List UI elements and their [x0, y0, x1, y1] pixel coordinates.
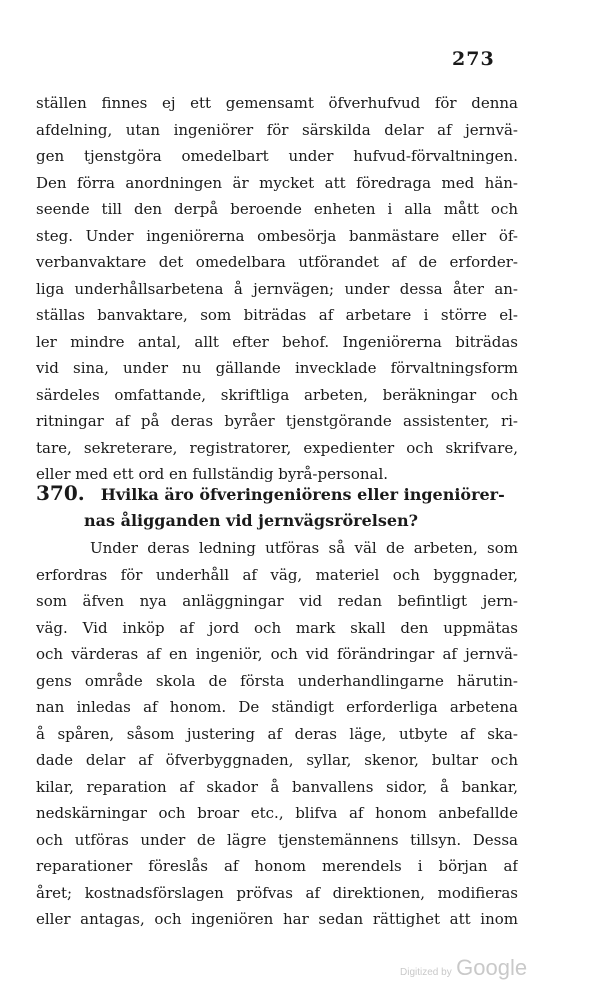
- text-line: ler mindre antal, allt efter behof. Ingeniörerna biträdas: [36, 332, 518, 351]
- page-number: 273: [452, 48, 495, 70]
- text-line: liga underhållsarbetena å jernvägen; under dessa åter an-: [36, 279, 518, 298]
- text-line: ställen finnes ej ett gemensamt öfverhufvud för denna: [36, 94, 518, 112]
- text-line: som äfven nya anläggningar vid redan befintligt jern-: [36, 592, 518, 610]
- paragraph-2: [36, 535, 518, 933]
- text-line: tare, sekreterare, registratorer, expedienter och skrifvare,: [36, 438, 518, 457]
- text-line: erfordras för underhåll af väg, materiel och byggnader,: [36, 565, 518, 584]
- paragraph-1: [36, 90, 518, 488]
- digitized-watermark: [400, 955, 527, 981]
- text-line: ritningar af på deras byråer tjenstgörande assistenter, ri-: [36, 412, 518, 430]
- text-line: och värderas af en ingeniör, och vid förändringar af jernvä-: [36, 645, 518, 663]
- text-line: gen tjenstgöra omedelbart under hufvud-förvaltningen.: [36, 147, 518, 165]
- watermark-brand: Google: [456, 955, 528, 980]
- text-line: och utföras under de lägre tjenstemännens tillsyn. Dessa: [36, 830, 518, 849]
- text-line: reparationer föreslås af honom merendels i början af: [36, 857, 518, 875]
- section-title-line-2: nas åligganden vid jernvägsrörelsen?: [84, 511, 419, 530]
- text-line: väg. Vid inköp af jord och mark skall den uppmätas: [36, 618, 518, 637]
- text-line: vid sina, under nu gällande invecklade förvaltningsform: [36, 359, 518, 377]
- section-heading: [36, 480, 518, 534]
- watermark-prefix: Digitized by: [400, 967, 452, 978]
- text-line: Under deras ledning utföras så väl de arbeten, som: [90, 539, 518, 557]
- text-line: eller med ett ord en fullständig byrå-personal.: [36, 465, 389, 483]
- text-line: seende till den derpå beroende enheten i alla mått och: [36, 200, 518, 218]
- text-line: dade delar af öfverbyggnaden, syllar, skenor, bultar och: [36, 751, 518, 769]
- text-line: eller antagas, och ingeniören har sedan rättighet att inom: [36, 910, 518, 928]
- text-line: särdeles omfattande, skriftliga arbeten, beräkningar och: [36, 385, 518, 404]
- text-line: nan inledas af honom. De ständigt erforderliga arbetena: [36, 698, 518, 716]
- text-line: Den förra anordningen är mycket att föredraga med hän-: [36, 173, 518, 192]
- text-line: året; kostnadsförslagen pröfvas af direktionen, modifieras: [36, 883, 518, 902]
- text-line: kilar, reparation af skador å banvallens sidor, å bankar,: [36, 777, 518, 796]
- text-line: gens område skola de första underhandlingarne härutin-: [36, 671, 518, 690]
- section-title-line-1: Hvilka äro öfveringeniörens eller ingeniörer-: [100, 485, 505, 504]
- text-line: verbanvaktare det omedelbara utförandet af de erforder-: [36, 253, 518, 271]
- text-line: ställas banvaktare, som biträdas af arbetare i större el-: [36, 306, 518, 324]
- text-line: nedskärningar och broar etc., blifva af honom anbefallde: [36, 804, 518, 822]
- text-line: steg. Under ingeniörerna ombesörja banmästare eller öf-: [36, 226, 518, 245]
- text-line: afdelning, utan ingeniörer för särskilda delar af jernvä-: [36, 120, 518, 139]
- section-number: 370.: [36, 481, 85, 505]
- text-line: å spåren, såsom justering af deras läge, utbyte af ska-: [36, 724, 518, 743]
